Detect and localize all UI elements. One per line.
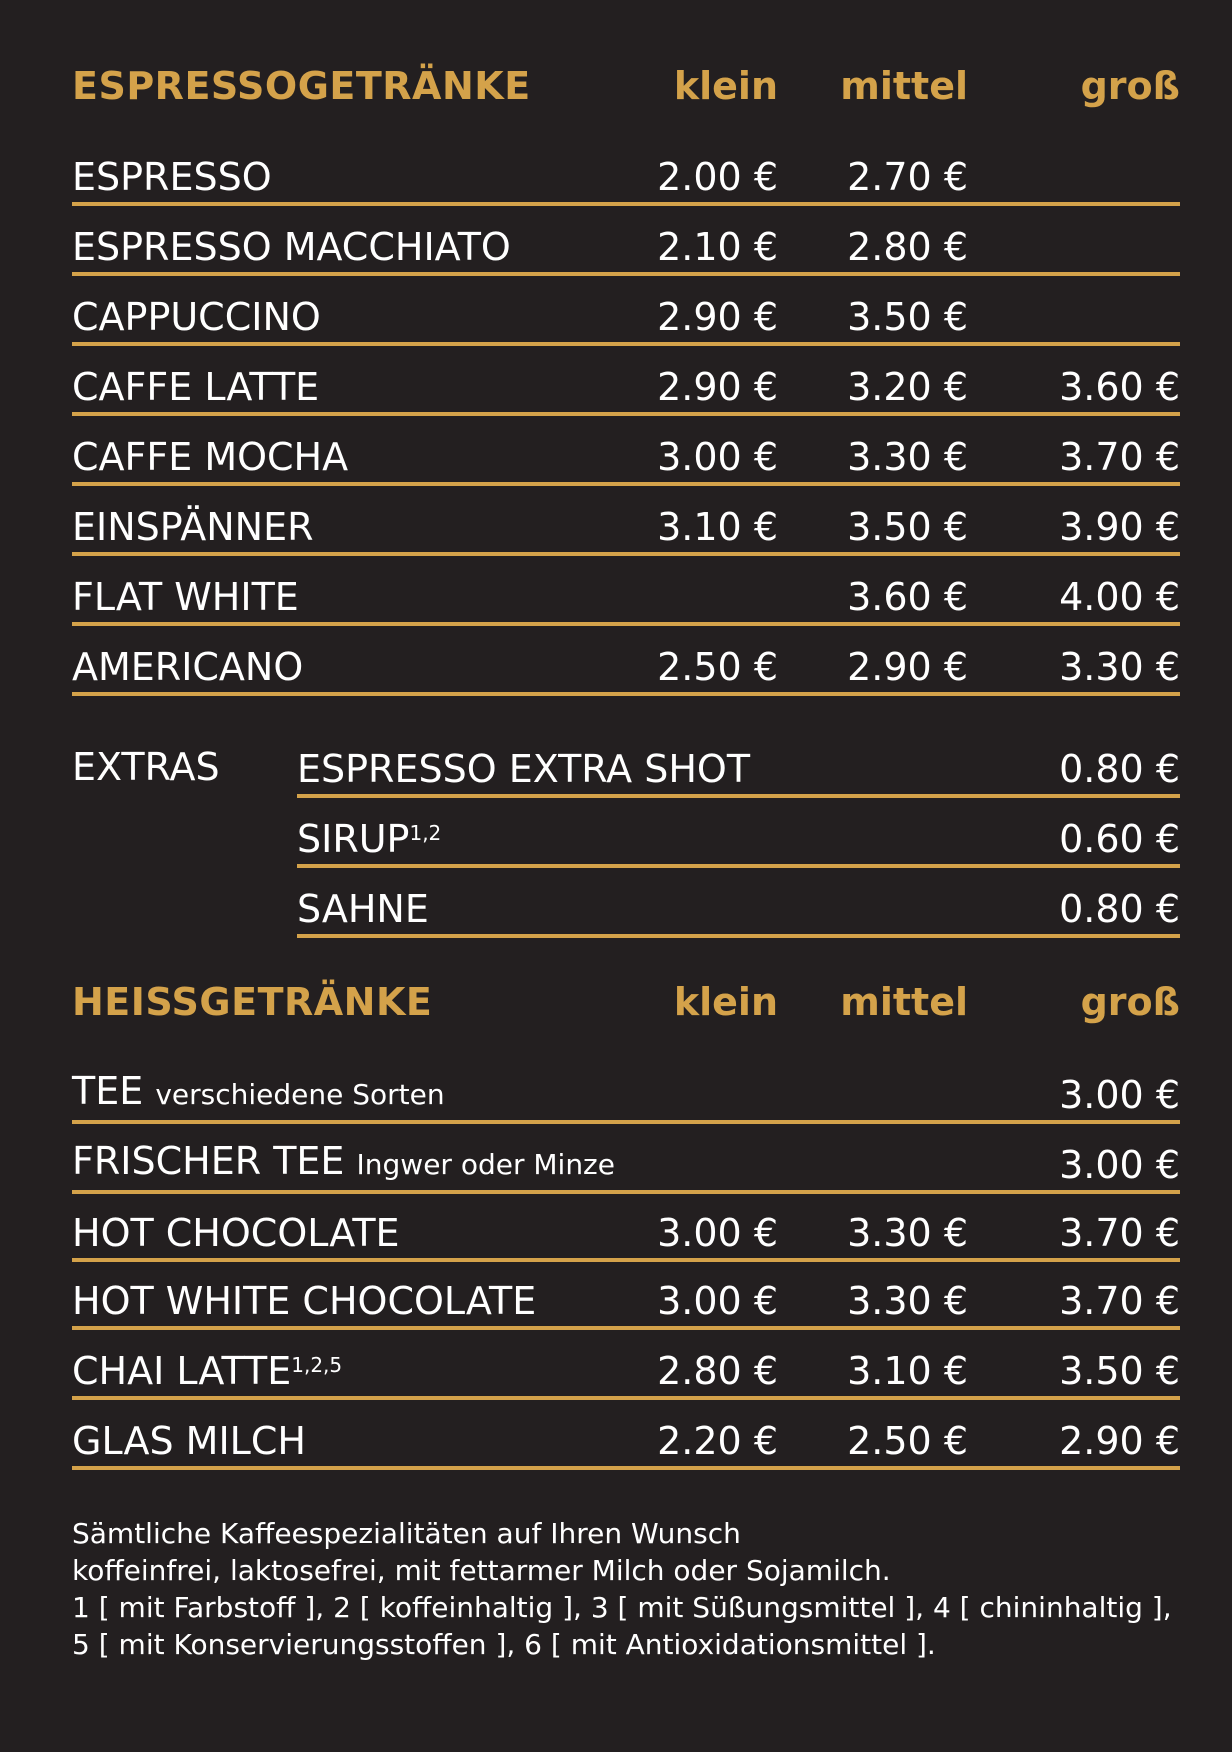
price-mittel: 2.50 €	[847, 1419, 968, 1463]
menu-row	[72, 640, 1180, 696]
price-klein: 3.00 €	[657, 1279, 778, 1323]
price-klein: 3.00 €	[657, 435, 778, 479]
price-klein: 2.00 €	[657, 155, 778, 199]
section-title-espresso: ESPRESSOGETRÄNKE	[72, 64, 531, 108]
footer-line: 1 [ mit Farbstoff ], 2 [ koffeinhaltig ], 3 [ mit Süßungsmittel ], 4 [ chininhaltig ],	[72, 1591, 1172, 1624]
price-klein: 2.80 €	[657, 1349, 778, 1393]
item-name	[72, 432, 348, 482]
column-header-mittel: mittel	[840, 980, 968, 1024]
item-label: HOT CHOCOLATE	[72, 1211, 400, 1255]
item-description: Ingwer oder Minze	[356, 1148, 615, 1181]
extras-row	[297, 882, 1180, 938]
item-name	[72, 642, 303, 692]
espresso-section-header	[72, 64, 1180, 124]
menu-row	[72, 1274, 1180, 1330]
price-klein: 3.00 €	[657, 1211, 778, 1255]
item-label: EINSPÄNNER	[72, 505, 314, 549]
item-label: ESPRESSO	[72, 155, 272, 199]
item-name	[72, 1208, 400, 1258]
price-gross: 3.60 €	[1059, 365, 1180, 409]
section-title-heiss: HEISSGETRÄNKE	[72, 980, 433, 1024]
price-mittel: 2.70 €	[847, 155, 968, 199]
item-label: AMERICANO	[72, 645, 304, 689]
item-name	[72, 502, 314, 552]
heiss-section-header	[72, 980, 1180, 1040]
footer-line: Sämtliche Kaffeespezialitäten auf Ihren Wunsch	[72, 1517, 741, 1550]
column-header-klein: klein	[673, 980, 778, 1024]
column-header-gross: groß	[1080, 980, 1180, 1024]
item-description: verschiedene Sorten	[155, 1078, 445, 1111]
item-name	[72, 1276, 536, 1326]
price-mittel: 3.20 €	[847, 365, 968, 409]
item-name	[72, 292, 321, 342]
price-gross: 4.00 €	[1059, 575, 1180, 619]
price-gross: 3.70 €	[1059, 1279, 1180, 1323]
menu-row	[72, 150, 1180, 206]
footer-line: koffeinfrei, laktosefrei, mit fettarmer Milch oder Sojamilch.	[72, 1554, 891, 1587]
price-gross: 2.90 €	[1059, 1419, 1180, 1463]
item-label: HOT WHITE CHOCOLATE	[72, 1279, 537, 1323]
item-name	[72, 222, 511, 272]
menu-row	[72, 1206, 1180, 1262]
column-header-klein: klein	[673, 64, 778, 108]
item-label: CAFFE MOCHA	[72, 435, 349, 479]
menu-row	[72, 360, 1180, 416]
item-label: CAPPUCCINO	[72, 295, 321, 339]
price-gross: 3.70 €	[1059, 1211, 1180, 1255]
price-klein: 3.10 €	[657, 505, 778, 549]
menu-row	[72, 220, 1180, 276]
item-label: ESPRESSO MACCHIATO	[72, 225, 511, 269]
price-klein: 2.20 €	[657, 1419, 778, 1463]
item-name	[297, 814, 441, 864]
item-name	[297, 884, 429, 934]
item-label: SAHNE	[297, 887, 429, 931]
price-gross: 3.00 €	[1059, 1073, 1180, 1117]
item-label: TEE	[72, 1069, 144, 1113]
item-name	[72, 1416, 306, 1466]
footnote-marker: 1,2	[409, 821, 442, 845]
item-name	[72, 362, 319, 412]
item-name	[72, 152, 272, 202]
item-label: CAFFE LATTE	[72, 365, 320, 409]
item-label: GLAS MILCH	[72, 1419, 306, 1463]
price-mittel: 3.10 €	[847, 1349, 968, 1393]
column-header-gross: groß	[1080, 64, 1180, 108]
item-label: FRISCHER TEE	[72, 1139, 345, 1183]
price-gross: 3.50 €	[1059, 1349, 1180, 1393]
extras-row	[297, 812, 1180, 868]
price-mittel: 3.50 €	[847, 295, 968, 339]
item-name	[72, 572, 299, 622]
menu-row	[72, 1138, 1180, 1194]
price-klein: 2.90 €	[657, 365, 778, 409]
price-klein: 2.90 €	[657, 295, 778, 339]
menu-row	[72, 1344, 1180, 1400]
price-klein: 2.10 €	[657, 225, 778, 269]
item-label: CHAI LATTE	[72, 1349, 292, 1393]
price-mittel: 3.30 €	[847, 1279, 968, 1323]
item-name	[72, 1136, 615, 1190]
menu-row	[72, 1068, 1180, 1124]
item-label: FLAT WHITE	[72, 575, 299, 619]
menu-row	[72, 1414, 1180, 1470]
price-mittel: 3.30 €	[847, 1211, 968, 1255]
menu-row	[72, 500, 1180, 556]
item-name	[72, 1346, 342, 1396]
item-label: ESPRESSO EXTRA SHOT	[297, 747, 751, 791]
price-gross: 3.30 €	[1059, 645, 1180, 689]
item-label: SIRUP	[297, 817, 410, 861]
extras-row	[297, 742, 1180, 798]
item-name	[297, 744, 750, 794]
price-mittel: 3.50 €	[847, 505, 968, 549]
price-mittel: 2.80 €	[847, 225, 968, 269]
price-mittel: 2.90 €	[847, 645, 968, 689]
price-gross: 3.70 €	[1059, 435, 1180, 479]
price-gross: 3.90 €	[1059, 505, 1180, 549]
price-klein: 2.50 €	[657, 645, 778, 689]
price-mittel: 3.30 €	[847, 435, 968, 479]
price-gross: 3.00 €	[1059, 1143, 1180, 1187]
price: 0.80 €	[1059, 887, 1180, 931]
menu-row	[72, 570, 1180, 626]
menu-row	[72, 430, 1180, 486]
footer-notes	[72, 1515, 1192, 1663]
item-name	[72, 1066, 445, 1120]
footer-line: 5 [ mit Konservierungsstoffen ], 6 [ mit Antioxidationsmittel ].	[72, 1628, 936, 1661]
column-header-mittel: mittel	[840, 64, 968, 108]
extras-label: EXTRAS	[72, 745, 220, 789]
price: 0.80 €	[1059, 747, 1180, 791]
menu-row	[72, 290, 1180, 346]
price: 0.60 €	[1059, 817, 1180, 861]
footnote-marker: 1,2,5	[291, 1353, 343, 1377]
price-mittel: 3.60 €	[847, 575, 968, 619]
